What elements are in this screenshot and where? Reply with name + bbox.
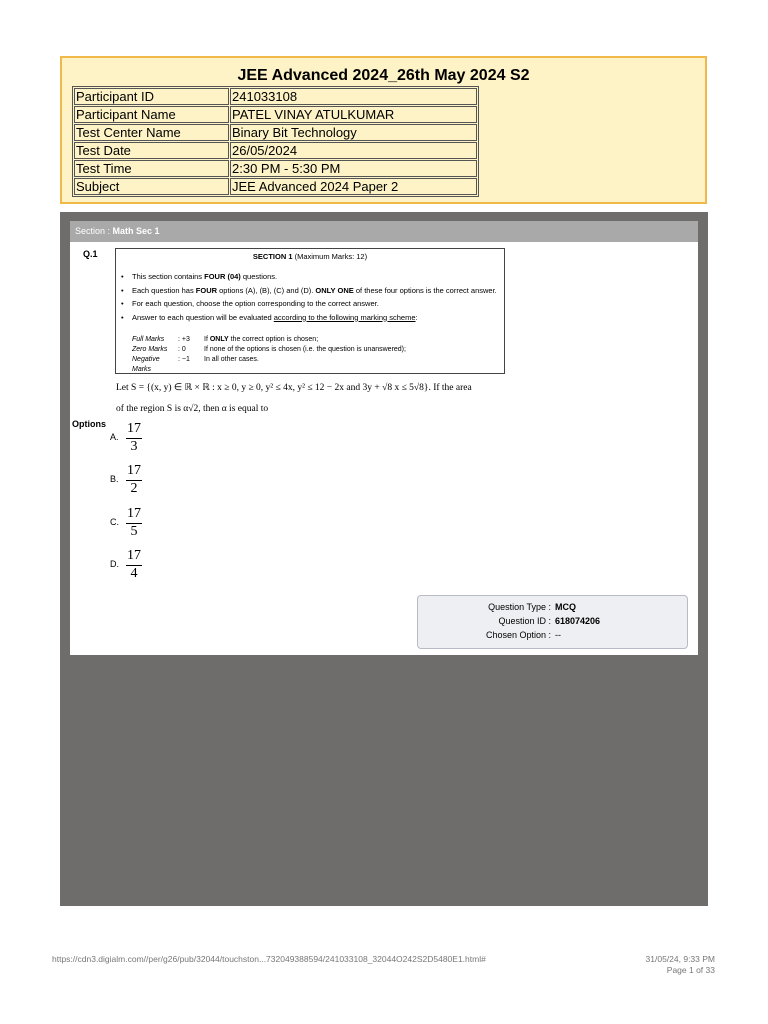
- footer-datetime: 31/05/24, 9:33 PM: [645, 954, 715, 964]
- meta-row: [418, 600, 687, 614]
- footer-url: https://cdn3.digialm.com//per/g26/pub/32044/touchston...732049388594/241033108_32044O242S2D5480E1.html#: [52, 954, 486, 964]
- question-id-label: Question ID :: [498, 616, 551, 626]
- info-value: 2:30 PM - 5:30 PM: [230, 160, 477, 177]
- instruction-item: • This section contains FOUR (04) questions.: [120, 271, 500, 283]
- instructions-title: SECTION 1 (Maximum Marks: 12): [252, 252, 368, 261]
- option-letter: C.: [110, 517, 119, 527]
- option-letter: B.: [110, 474, 119, 484]
- scheme-row: Zero Marks : 0 If none of the options is chosen (i.e. the question is unanswered);: [132, 346, 406, 353]
- info-row: [74, 142, 477, 159]
- meta-row: [418, 628, 687, 642]
- info-key: Subject: [74, 178, 229, 195]
- section-name: Math Sec 1: [112, 226, 160, 236]
- info-row: [74, 160, 477, 177]
- option-fraction: 17 2: [127, 463, 141, 496]
- instruction-item: • Each question has FOUR options (A), (B), (C) and (D). ONLY ONE of these four options is the correct answer.: [120, 285, 500, 297]
- instructions-list: [120, 271, 500, 325]
- section-prefix: Section :: [75, 226, 113, 236]
- option-a: [110, 421, 170, 457]
- footer-page-number: Page 1 of 33: [666, 965, 715, 975]
- option-fraction: 17 5: [127, 506, 141, 539]
- question-type-value: MCQ: [555, 602, 576, 612]
- option-fraction: 17 3: [127, 421, 141, 454]
- info-row: [74, 106, 477, 123]
- question-number: Q.1: [83, 249, 98, 259]
- question-meta-box: [417, 595, 688, 649]
- option-letter: D.: [110, 559, 119, 569]
- chosen-option-label: Chosen Option :: [485, 630, 551, 640]
- scheme-row: Full Marks : +3 If ONLY the correct option is chosen;: [132, 336, 319, 343]
- scheme-row: Negative Marks : −1 In all other cases.: [132, 356, 259, 373]
- participant-header: [60, 56, 707, 204]
- info-value: 241033108: [230, 88, 477, 105]
- option-c: [110, 506, 170, 542]
- info-key: Test Time: [74, 160, 229, 177]
- problem-line: of the region S is α√2, then α is equal to: [116, 404, 269, 414]
- section-instructions: [115, 248, 505, 374]
- option-letter: A.: [110, 432, 119, 442]
- info-key: Participant Name: [74, 106, 229, 123]
- instruction-item: • For each question, choose the option corresponding to the correct answer.: [120, 298, 500, 310]
- exam-title: JEE Advanced 2024_26th May 2024 S2: [237, 67, 530, 84]
- info-value: PATEL VINAY ATULKUMAR: [230, 106, 477, 123]
- meta-row: [418, 614, 687, 628]
- info-key: Test Center Name: [74, 124, 229, 141]
- problem-statement: [116, 378, 516, 420]
- info-value: Binary Bit Technology: [230, 124, 477, 141]
- option-b: [110, 463, 170, 499]
- info-value: 26/05/2024: [230, 142, 477, 159]
- marking-scheme: [132, 335, 406, 375]
- instruction-item: • Answer to each question will be evaluated according to the following marking scheme:: [120, 312, 500, 324]
- info-key: Test Date: [74, 142, 229, 159]
- question-type-label: Question Type :: [488, 602, 551, 612]
- info-key: Participant ID: [74, 88, 229, 105]
- options-heading: Options: [72, 419, 106, 429]
- info-value: JEE Advanced 2024 Paper 2: [230, 178, 477, 195]
- question-id-value: 618074206: [555, 616, 601, 626]
- info-row: [74, 178, 477, 195]
- chosen-option-value: --: [555, 630, 561, 640]
- section-header: [70, 221, 698, 242]
- participant-info-table: [72, 86, 479, 197]
- info-row: [74, 88, 477, 105]
- option-fraction: 17 4: [127, 548, 141, 581]
- info-row: [74, 124, 477, 141]
- option-d: [110, 548, 170, 584]
- problem-line: Let S = {(x, y) ∈ ℝ × ℝ : x ≥ 0, y ≥ 0, y² ≤ 4x, y² ≤ 12 − 2x and 3y + √8 x ≤ 5√8}. If the area: [116, 383, 472, 393]
